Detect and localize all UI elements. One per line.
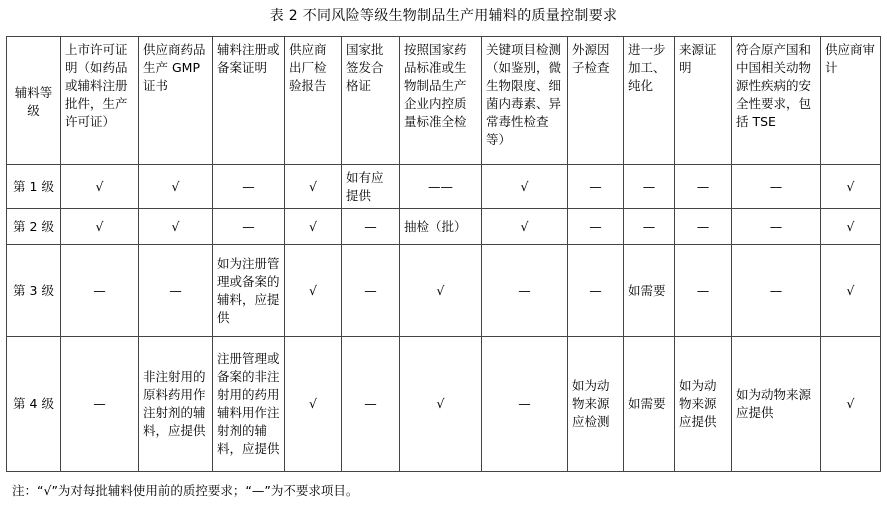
- table-row: [7, 209, 881, 245]
- table-cell: √: [61, 209, 139, 245]
- table-cell: √: [821, 209, 881, 245]
- table-cell: —: [342, 337, 400, 472]
- table-cell: —: [732, 165, 821, 209]
- header-cell: 辅料等级: [7, 37, 61, 165]
- table-cell: —: [675, 209, 732, 245]
- table-cell: 如为动物来源应检测: [568, 337, 624, 472]
- header-cell: 来源证明: [675, 37, 732, 165]
- table-cell: —: [675, 165, 732, 209]
- table-cell: —: [139, 245, 213, 337]
- header-cell: 国家批签发合格证: [342, 37, 400, 165]
- table-cell: —: [342, 245, 400, 337]
- table-cell: 非注射用的原料药用作注射剂的辅料，应提供: [139, 337, 213, 472]
- table-cell: √: [139, 165, 213, 209]
- header-cell: 供应商药品生产 GMP 证书: [139, 37, 213, 165]
- table-cell: —: [568, 165, 624, 209]
- level-cell: 第 2 级: [7, 209, 61, 245]
- table-cell: 如有应提供: [342, 165, 400, 209]
- table-cell: √: [285, 245, 342, 337]
- table-cell: √: [400, 245, 482, 337]
- table-caption: 表 2 不同风险等级生物制品生产用辅料的质量控制要求: [269, 8, 618, 24]
- table-cell: 如需要: [624, 245, 675, 337]
- header-cell: 辅料注册或备案证明: [213, 37, 285, 165]
- table-cell: 如为动物来源应提供: [675, 337, 732, 472]
- table-cell: √: [285, 337, 342, 472]
- table-cell: —: [213, 165, 285, 209]
- table-cell: √: [285, 165, 342, 209]
- table-cell: √: [821, 165, 881, 209]
- table-cell: —: [568, 245, 624, 337]
- table-cell: √: [482, 209, 568, 245]
- level-cell: 第 4 级: [7, 337, 61, 472]
- table-cell: √: [821, 245, 881, 337]
- table-cell: √: [821, 337, 881, 472]
- table-cell: 注册管理或备案的非注射用的药用辅料用作注射剂的辅料，应提供: [213, 337, 285, 472]
- table-cell: √: [482, 165, 568, 209]
- table-row: [7, 165, 881, 209]
- table-row: [7, 337, 881, 472]
- table-cell: —: [61, 245, 139, 337]
- table-cell: —: [732, 209, 821, 245]
- header-cell: 符合原产国和中国相关动物源性疾病的安全性要求，包括 TSE: [732, 37, 821, 165]
- level-cell: 第 1 级: [7, 165, 61, 209]
- header-cell: 上市许可证明（如药品或辅料注册批件，生产许可证）: [61, 37, 139, 165]
- table-cell: √: [285, 209, 342, 245]
- table-cell: —: [213, 209, 285, 245]
- header-cell: 供应商审计: [821, 37, 881, 165]
- header-cell: 关键项目检测（如鉴别，微生物限度、细菌内毒素、异常毒性检查等）: [482, 37, 568, 165]
- header-row: [7, 37, 881, 165]
- header-cell: 外源因子检查: [568, 37, 624, 165]
- table-cell: —: [482, 337, 568, 472]
- header-cell: 按照国家药品标准或生物制品生产企业内控质量标准全检: [400, 37, 482, 165]
- table-cell: ——: [400, 165, 482, 209]
- header-cell: 供应商出厂检验报告: [285, 37, 342, 165]
- table-cell: √: [139, 209, 213, 245]
- table-cell: √: [61, 165, 139, 209]
- table-cell: —: [482, 245, 568, 337]
- table-cell: —: [624, 165, 675, 209]
- table-cell: —: [342, 209, 400, 245]
- table-cell: —: [675, 245, 732, 337]
- table-cell: 如需要: [624, 337, 675, 472]
- table-footnote: 注：“√”为对每批辅料使用前的质控要求；“—”为不要求项目。: [12, 483, 359, 498]
- table-cell: 如为动物来源应提供: [732, 337, 821, 472]
- header-cell: 进一步加工、纯化: [624, 37, 675, 165]
- table-cell: —: [568, 209, 624, 245]
- table-cell: 如为注册管理或备案的辅料，应提供: [213, 245, 285, 337]
- table-cell: —: [624, 209, 675, 245]
- table-cell: —: [732, 245, 821, 337]
- table-cell: √: [400, 337, 482, 472]
- quality-control-table: [6, 36, 881, 472]
- table-cell: —: [61, 337, 139, 472]
- table-row: [7, 245, 881, 337]
- table-cell: 抽检（批）: [400, 209, 482, 245]
- level-cell: 第 3 级: [7, 245, 61, 337]
